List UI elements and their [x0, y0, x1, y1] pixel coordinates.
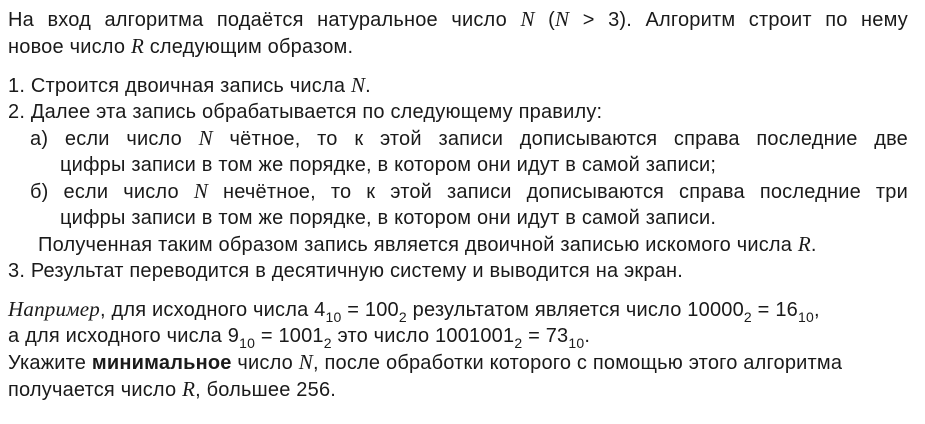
- text: = 73: [522, 325, 569, 347]
- intro-line-2: [8, 33, 908, 60]
- text: новое число: [8, 36, 131, 58]
- text: это число 1001001: [331, 325, 515, 347]
- problem-text: [8, 6, 908, 403]
- step-3: [8, 258, 908, 284]
- step-2b-line-2: [8, 205, 908, 231]
- intro-line-1: [8, 6, 908, 33]
- text: = 100: [341, 299, 399, 321]
- var-n: N: [298, 350, 313, 374]
- text: цифры записи в том же порядке, в котором они идут в самой записи;: [60, 154, 717, 176]
- text: Полученная таким образом запись является двоичной записью искомого числа: [38, 234, 798, 256]
- subscript: 2: [743, 309, 752, 325]
- var-n: N: [555, 7, 570, 31]
- text: , для исходного числа 4: [100, 299, 326, 321]
- var-n: N: [193, 179, 209, 203]
- text: чётное, то к этой записи дописываются справа последние две: [212, 128, 908, 150]
- text: цифры записи в том же порядке, в котором они идут в самой записи.: [60, 207, 717, 229]
- text: Укажите: [8, 352, 92, 374]
- text: ,: [813, 299, 820, 321]
- text: > 3). Алгоритм строит по нему: [569, 9, 908, 31]
- text: 2. Далее эта запись обрабатывается по следующему правилу:: [8, 101, 603, 123]
- task-line-2: [8, 376, 908, 403]
- text: 3. Результат переводится в десятичную систему и выводится на экран.: [8, 260, 684, 282]
- subscript: 10: [325, 309, 342, 325]
- text: , после обработки которого с помощью этого алгоритма: [312, 352, 843, 374]
- text: а) если число: [30, 128, 199, 150]
- step-2a-line-2: [8, 152, 908, 178]
- step-2: [8, 99, 908, 125]
- subscript: 2: [514, 335, 523, 351]
- subscript: 10: [239, 335, 256, 351]
- var-r: R: [182, 377, 196, 401]
- var-n: N: [520, 7, 535, 31]
- var-n: N: [198, 126, 213, 150]
- subscript: 2: [398, 309, 407, 325]
- text: На вход алгоритма подаётся натуральное число: [8, 9, 521, 31]
- text: (: [534, 9, 556, 31]
- text: нечётное, то к этой записи дописываются справа последние три: [208, 181, 908, 203]
- text: = 1001: [255, 325, 324, 347]
- example-line-1: [8, 296, 908, 323]
- example-lead: Например: [8, 297, 100, 321]
- text: .: [584, 325, 591, 347]
- subscript: 10: [568, 335, 585, 351]
- emphasis-bold: минимальное: [91, 352, 232, 374]
- text: б) если число: [30, 181, 194, 203]
- text: = 16: [751, 299, 798, 321]
- step-2-result: [8, 231, 908, 258]
- text: результатом является число 10000: [406, 299, 744, 321]
- var-n: N: [350, 73, 366, 97]
- text: получается число: [8, 379, 183, 401]
- text: .: [365, 75, 371, 97]
- step-2b-line-1: [8, 178, 908, 205]
- text: число: [231, 352, 299, 374]
- var-r: R: [130, 34, 144, 58]
- text: 1. Строится двоичная запись числа: [8, 75, 351, 97]
- text: а для исходного числа 9: [8, 325, 240, 347]
- step-1: [8, 72, 908, 99]
- text: .: [810, 234, 817, 256]
- text: , большее 256.: [195, 379, 337, 401]
- var-r: R: [797, 232, 811, 256]
- step-2a-line-1: [8, 125, 908, 152]
- example-line-2: [8, 323, 908, 349]
- subscript: 10: [797, 309, 814, 325]
- text: следующим образом.: [143, 36, 354, 58]
- task-line-1: [8, 349, 908, 376]
- subscript: 2: [323, 335, 332, 351]
